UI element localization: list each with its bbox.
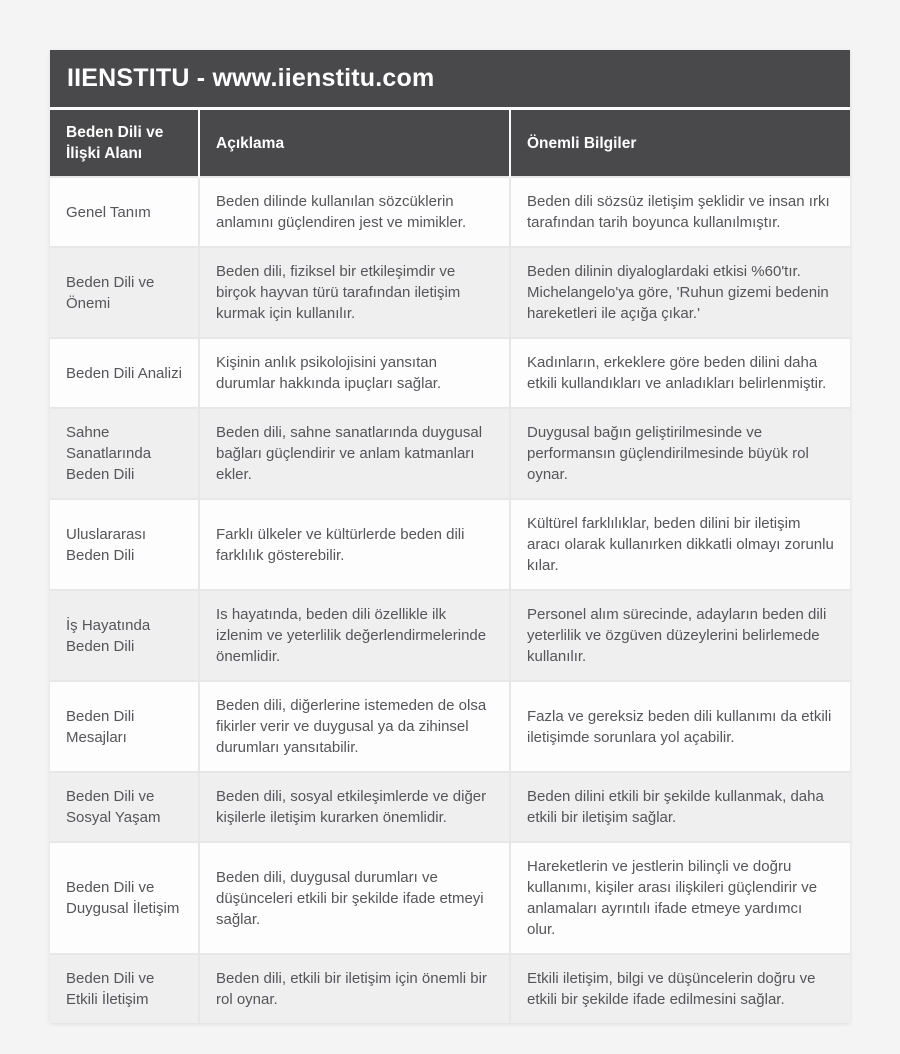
row-aciklama-cell: Beden dili, etkili bir iletişim için önemli bir rol oynar. xyxy=(199,954,510,1023)
table-card xyxy=(50,50,850,1023)
row-aciklama-cell: Beden dili, sosyal etkileşimlerde ve diğer kişilerle iletişim kurarken önemlidir. xyxy=(199,772,510,842)
table-body xyxy=(50,177,850,1023)
row-onemli-cell: Beden dilinin diyaloglardaki etkisi %60'tır. Michelangelo'ya göre, 'Ruhun gizemi bedenin hareketleri ile açığa çıkar.' xyxy=(510,247,850,338)
column-header-aciklama: Açıklama xyxy=(199,109,510,178)
row-onemli-cell: Duygusal bağın geliştirilmesinde ve performansın güçlendirilmesinde büyük rol oynar. xyxy=(510,408,850,499)
row-aciklama-cell: Is hayatında, beden dili özellikle ilk izlenim ve yeterlilik değerlendirmelerinde önemlidir. xyxy=(199,590,510,681)
table-row xyxy=(50,590,850,681)
column-header-onemli: Önemli Bilgiler xyxy=(510,109,850,178)
row-aciklama-cell: Beden dili, sahne sanatlarında duygusal bağları güçlendirir ve anlam katmanları ekler. xyxy=(199,408,510,499)
body-language-table xyxy=(50,107,850,1023)
row-area-cell: Beden Dili Analizi xyxy=(50,338,199,408)
row-area-cell: Beden Dili ve Duygusal İletişim xyxy=(50,842,199,954)
column-header-area: Beden Dili ve İlişki Alanı xyxy=(50,109,199,178)
row-area-cell: Beden Dili ve Sosyal Yaşam xyxy=(50,772,199,842)
row-area-cell: Genel Tanım xyxy=(50,177,199,247)
row-onemli-cell: Kadınların, erkeklere göre beden dilini daha etkili kullandıkları ve anladıkları belirlenmiştir. xyxy=(510,338,850,408)
row-area-cell: Sahne Sanatlarında Beden Dili xyxy=(50,408,199,499)
row-aciklama-cell: Kişinin anlık psikolojisini yansıtan durumlar hakkında ipuçları sağlar. xyxy=(199,338,510,408)
row-aciklama-cell: Beden dilinde kullanılan sözcüklerin anlamını güçlendiren jest ve mimikler. xyxy=(199,177,510,247)
row-area-cell: Beden Dili ve Önemi xyxy=(50,247,199,338)
row-area-cell: Beden Dili ve Etkili İletişim xyxy=(50,954,199,1023)
row-aciklama-cell: Farklı ülkeler ve kültürlerde beden dili farklılık gösterebilir. xyxy=(199,499,510,590)
table-row xyxy=(50,772,850,842)
row-onemli-cell: Beden dili sözsüz iletişim şeklidir ve insan ırkı tarafından tarih boyunca kullanılmıştır. xyxy=(510,177,850,247)
row-onemli-cell: Etkili iletişim, bilgi ve düşüncelerin doğru ve etkili bir şekilde ifade edilmesini sağlar. xyxy=(510,954,850,1023)
row-onemli-cell: Hareketlerin ve jestlerin bilinçli ve doğru kullanımı, kişiler arası ilişkileri güçlendirir ve anlamaları ayrıntılı ifade etmeye yardımcı olur. xyxy=(510,842,850,954)
table-row xyxy=(50,338,850,408)
table-row xyxy=(50,954,850,1023)
table-row xyxy=(50,842,850,954)
row-aciklama-cell: Beden dili, duygusal durumları ve düşünceleri etkili bir şekilde ifade etmeyi sağlar. xyxy=(199,842,510,954)
row-onemli-cell: Beden dilini etkili bir şekilde kullanmak, daha etkili bir iletişim sağlar. xyxy=(510,772,850,842)
row-area-cell: İş Hayatında Beden Dili xyxy=(50,590,199,681)
table-row xyxy=(50,499,850,590)
row-area-cell: Beden Dili Mesajları xyxy=(50,681,199,772)
table-row xyxy=(50,247,850,338)
table-row xyxy=(50,177,850,247)
page-title: IIENSTITU - www.iienstitu.com xyxy=(67,64,435,92)
row-area-cell: Uluslararası Beden Dili xyxy=(50,499,199,590)
title-bar xyxy=(50,50,850,107)
row-onemli-cell: Personel alım sürecinde, adayların beden dili yeterlilik ve özgüven düzeylerini belirlemede kullanılır. xyxy=(510,590,850,681)
header-row xyxy=(50,109,850,178)
table-row xyxy=(50,408,850,499)
row-onemli-cell: Kültürel farklılıklar, beden dilini bir iletişim aracı olarak kullanırken dikkatli olmayı zorunlu kılar. xyxy=(510,499,850,590)
row-onemli-cell: Fazla ve gereksiz beden dili kullanımı da etkili iletişimde sorunlara yol açabilir. xyxy=(510,681,850,772)
row-aciklama-cell: Beden dili, fiziksel bir etkileşimdir ve birçok hayvan türü tarafından iletişim kurmak için kullanılır. xyxy=(199,247,510,338)
table-row xyxy=(50,681,850,772)
row-aciklama-cell: Beden dili, diğerlerine istemeden de olsa fikirler verir ve duygusal ya da zihinsel durumları yansıtabilir. xyxy=(199,681,510,772)
